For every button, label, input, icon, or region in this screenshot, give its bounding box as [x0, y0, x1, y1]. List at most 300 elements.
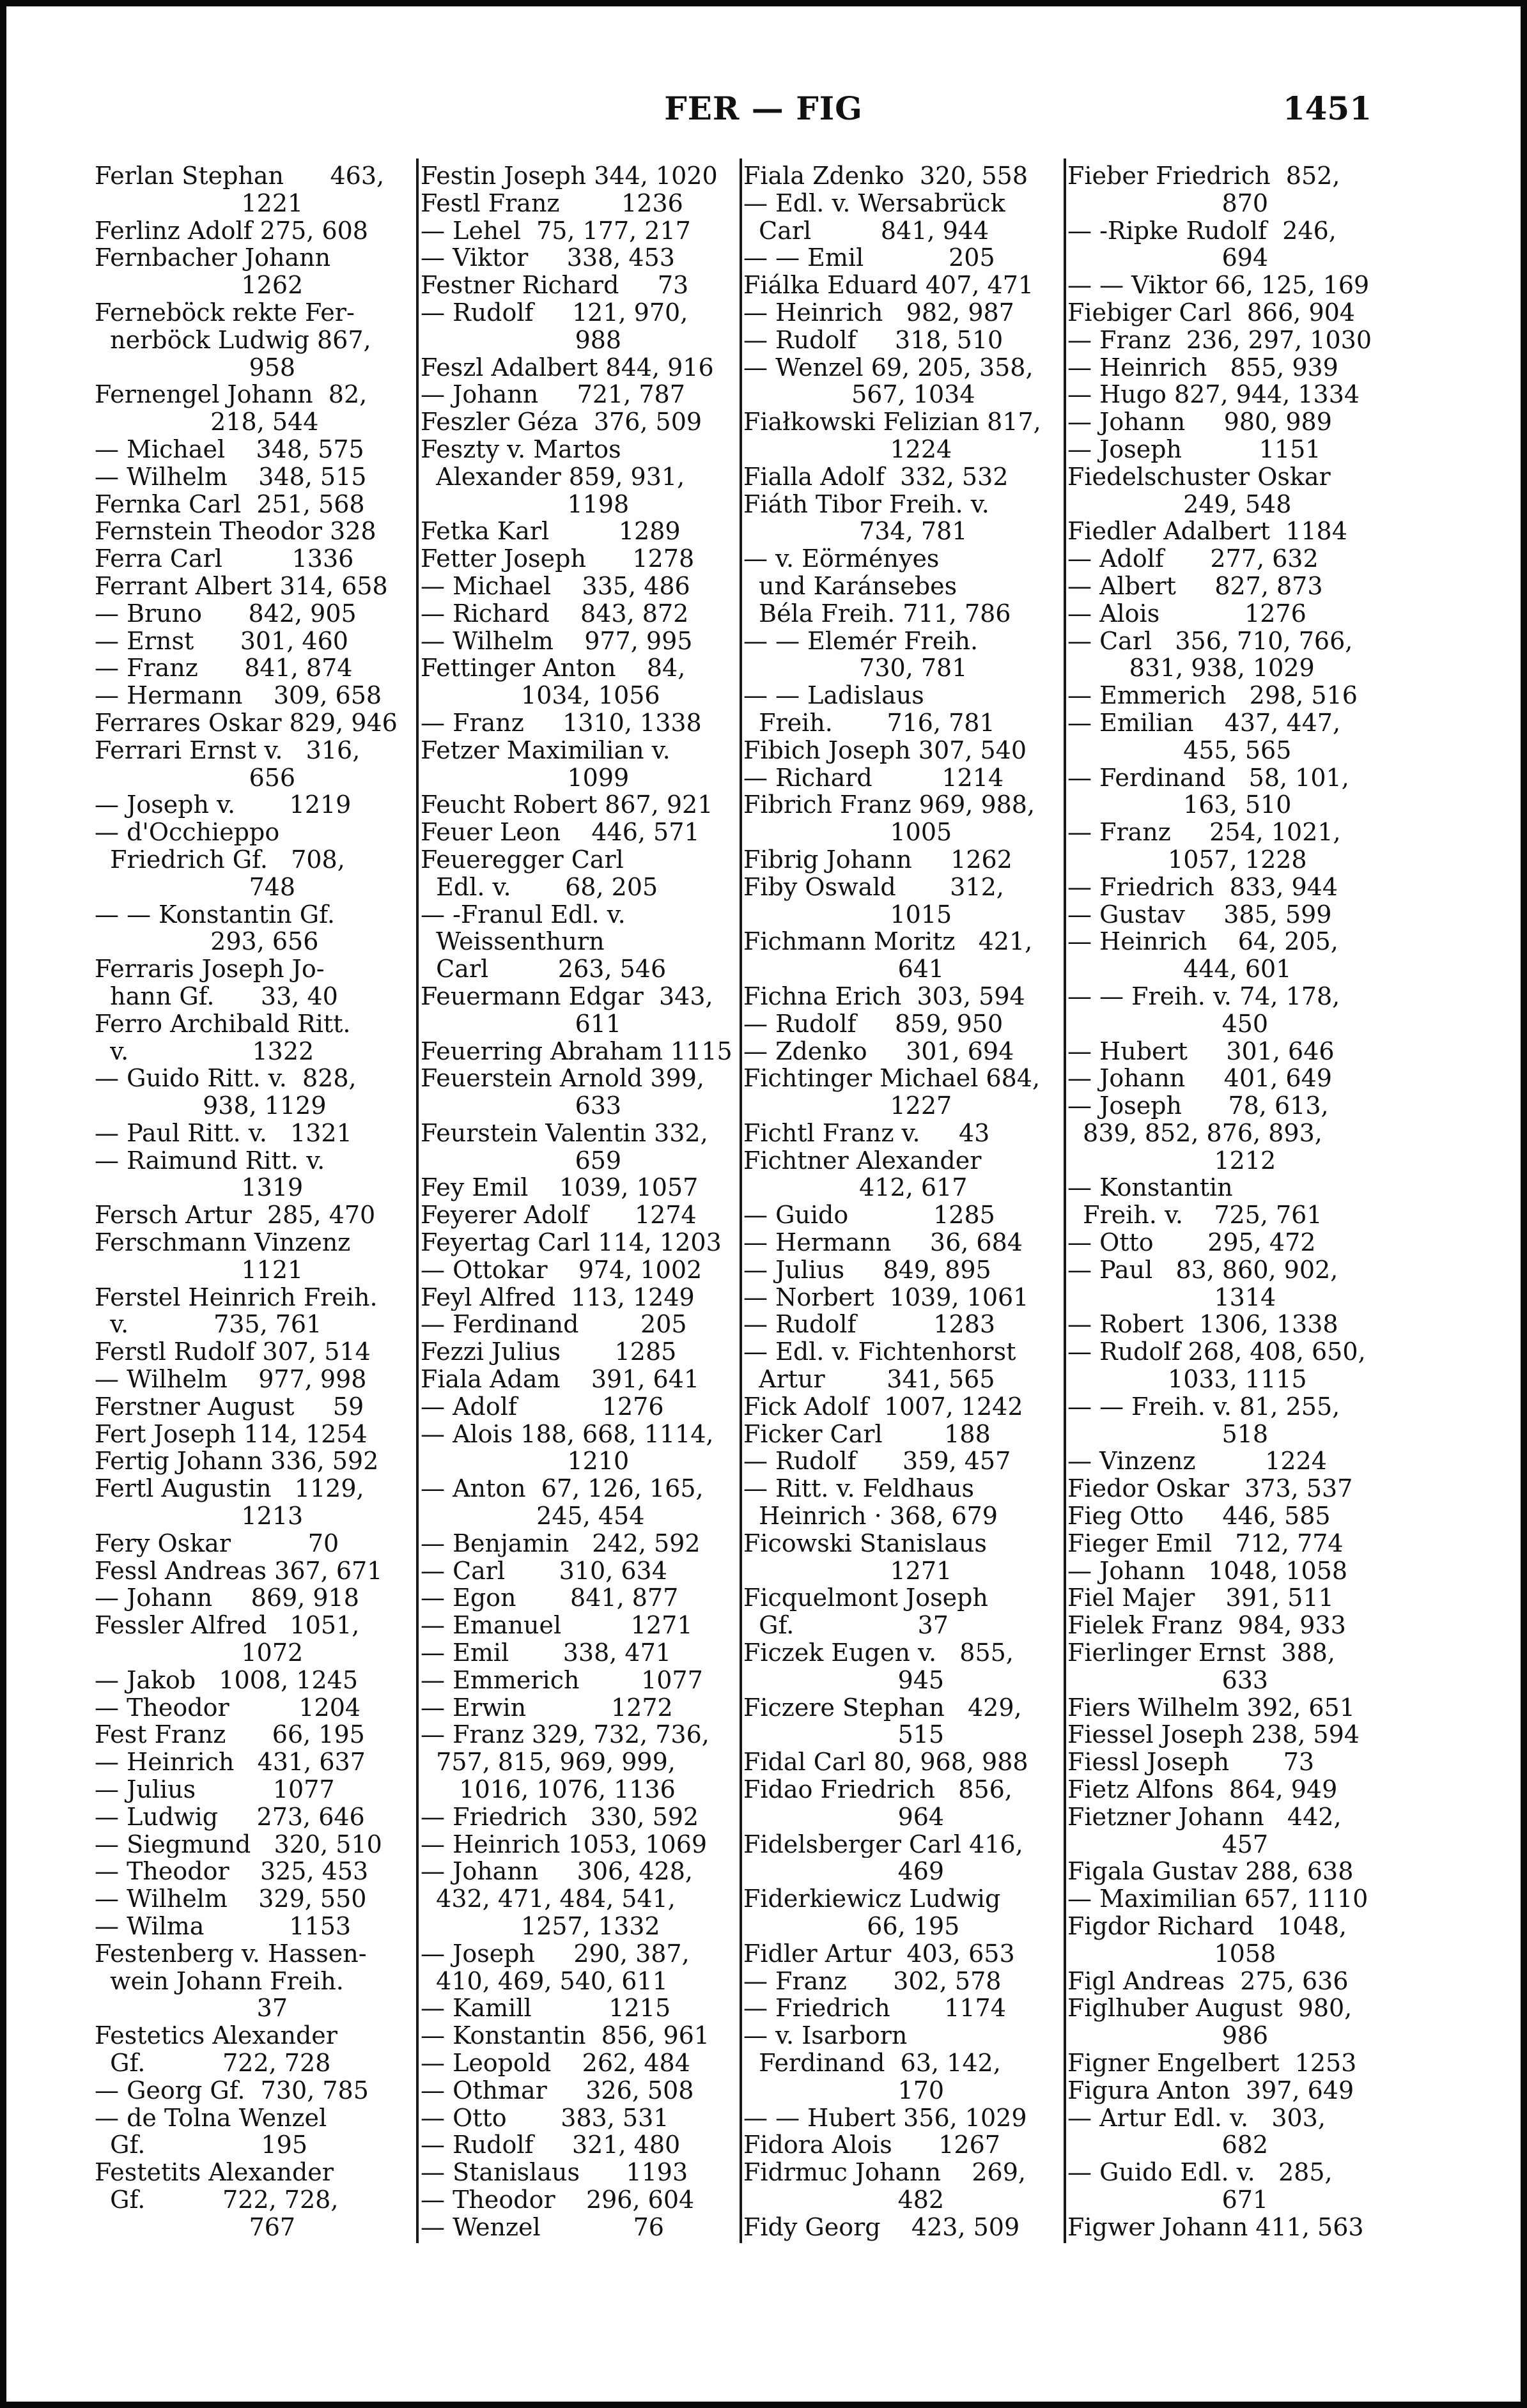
index-entry-line: Fidy Georg 423, 509: [743, 2213, 1020, 2241]
index-entry-line: Fernbacher Johann: [95, 244, 331, 272]
index-entry-line: — — Konstantin Gf.: [95, 900, 335, 929]
index-entry-line: — Norbert 1039, 1061: [743, 1283, 1029, 1311]
running-header: FER — FIG: [664, 89, 863, 127]
index-entry-line: 1262: [95, 272, 304, 299]
index-entry-line: 450: [1067, 1010, 1269, 1038]
index-entry-line: Fidal Carl 80, 968, 988: [743, 1748, 1028, 1777]
index-entry-line: Ferlinz Adolf 275, 608: [95, 217, 368, 245]
index-entry-line: Ferlan Stephan 463,: [95, 162, 385, 190]
index-entry-line: Feueregger Carl: [421, 845, 624, 874]
index-entry-line: Fidrmuc Johann 269,: [743, 2159, 1026, 2186]
column-3: [743, 162, 1057, 2246]
index-entry-line: Fessler Alfred 1051,: [95, 1612, 360, 1640]
index-entry-line: Fiebiger Carl 866, 904: [1067, 298, 1355, 327]
index-entry-line: — Rudolf 359, 457: [743, 1447, 1011, 1476]
page-border-top: [0, 0, 1527, 6]
index-entry-line: — Albert 827, 873: [1067, 572, 1323, 600]
index-entry-line: Alexander 859, 931,: [421, 463, 685, 491]
index-entry-line: Fichtner Alexander: [743, 1146, 982, 1175]
index-entry-line: Fiessl Joseph 73: [1067, 1748, 1315, 1777]
index-entry-line: Feuerring Abraham 1115: [421, 1037, 732, 1065]
index-entry-line: — Erwin 1272: [421, 1694, 673, 1722]
index-entry-line: 163, 510: [1067, 791, 1292, 819]
index-entry-line: Fiałkowski Felizian 817,: [743, 408, 1041, 436]
index-entry-line: — — Viktor 66, 125, 169: [1067, 272, 1370, 299]
index-entry-line: Feyerer Adolf 1274: [421, 1201, 697, 1230]
index-entry-line: — Theodor 1204: [95, 1694, 361, 1722]
index-entry-line: — — Elemér Freih.: [743, 627, 979, 655]
index-entry-line: 1314: [1067, 1283, 1276, 1311]
index-entry-line: — Adolf 277, 632: [1067, 545, 1319, 573]
index-entry-line: Fibrich Franz 969, 988,: [743, 791, 1035, 819]
index-entry-line: — Artur Edl. v. 303,: [1067, 2104, 1326, 2132]
index-entry-line: 945: [743, 1666, 945, 1694]
index-entry-line: Carl 263, 546: [421, 955, 667, 983]
index-entry-line: — Georg Gf. 730, 785: [95, 2076, 369, 2104]
index-entry-line: — Johann 869, 918: [95, 1584, 359, 1612]
index-entry-line: 249, 548: [1067, 490, 1292, 518]
index-entry-line: — Ritt. v. Feldhaus: [743, 1475, 975, 1503]
index-entry-line: — — Ladislaus: [743, 682, 924, 709]
index-entry-line: — Franz 236, 297, 1030: [1067, 326, 1372, 354]
index-entry-line: Fiáth Tibor Freih. v.: [743, 490, 989, 518]
index-entry-line: 633: [421, 1092, 622, 1120]
index-entry-line: Edl. v. 68, 205: [421, 873, 658, 901]
index-entry-line: Feucht Robert 867, 921: [421, 791, 713, 819]
index-entry-line: — Guido Edl. v. 285,: [1067, 2159, 1333, 2186]
index-entry-line: Fidler Artur 403, 653: [743, 1940, 1015, 1968]
index-entry-line: — Robert 1306, 1338: [1067, 1311, 1338, 1339]
index-entry-line: 1016, 1076, 1136: [421, 1776, 676, 1803]
index-entry-line: 656: [95, 764, 296, 792]
index-entry-line: — Franz 254, 1021,: [1067, 819, 1341, 846]
page-border-left: [0, 0, 6, 2408]
index-entry-line: 1319: [95, 1174, 304, 1202]
index-entry-line: — Hermann 309, 658: [95, 682, 382, 709]
index-entry-line: Gf. 195: [95, 2131, 308, 2159]
index-entry-line: 659: [421, 1146, 622, 1175]
column-4: [1067, 162, 1381, 2246]
index-entry-line: 1005: [743, 819, 952, 846]
index-entry-line: Ferrant Albert 314, 658: [95, 572, 388, 600]
index-entry-line: und Karánsebes: [743, 572, 957, 600]
index-entry-line: — Alois 188, 668, 1114,: [421, 1420, 714, 1448]
index-entry-line: Fietzner Johann 442,: [1067, 1803, 1342, 1831]
index-entry-line: — Johann 401, 649: [1067, 1065, 1332, 1093]
index-entry-line: — Wenzel 76: [421, 2213, 664, 2241]
index-entry-line: Figlhuber August 980,: [1067, 1995, 1353, 2023]
index-entry-line: 412, 617: [743, 1174, 968, 1202]
index-entry-line: — de Tolna Wenzel: [95, 2104, 327, 2132]
index-entry-line: — Wilhelm 329, 550: [95, 1885, 367, 1913]
index-entry-line: — Joseph 1151: [1067, 435, 1321, 463]
index-entry-line: — Rudolf 318, 510: [743, 326, 1004, 354]
index-entry-line: 457: [1067, 1830, 1269, 1858]
index-entry-line: wein Johann Freih.: [95, 1967, 344, 1995]
index-entry-line: 482: [743, 2186, 945, 2214]
index-entry-line: 1072: [95, 1639, 304, 1667]
index-entry-line: — Gustav 385, 599: [1067, 900, 1332, 929]
index-entry-line: Fiers Wilhelm 392, 651: [1067, 1694, 1355, 1722]
index-entry-line: — Ernst 301, 460: [95, 627, 348, 655]
index-entry-line: — — Freih. v. 81, 255,: [1067, 1393, 1340, 1421]
index-entry-line: 1271: [743, 1557, 952, 1585]
index-entry-line: — Michael 348, 575: [95, 435, 364, 463]
index-entry-line: — Emanuel 1271: [421, 1612, 693, 1640]
index-entry-line: — Theodor 325, 453: [95, 1858, 369, 1886]
index-entry-line: 469: [743, 1858, 945, 1886]
index-entry-line: Fidora Alois 1267: [743, 2131, 1000, 2159]
index-entry-line: Freih. 716, 781: [743, 709, 995, 737]
index-entry-line: Fiálka Eduard 407, 471: [743, 272, 1034, 299]
index-entry-line: Figner Engelbert 1253: [1067, 2049, 1357, 2077]
index-entry-line: Feszty v. Martos: [421, 435, 621, 463]
index-entry-line: — Ferdinand 58, 101,: [1067, 764, 1349, 792]
index-entry-line: 293, 656: [95, 928, 319, 956]
index-entry-line: — Franz 841, 874: [95, 654, 353, 683]
index-entry-line: — Edl. v. Wersabrück: [743, 189, 1005, 217]
index-entry-line: 1121: [95, 1256, 304, 1284]
index-entry-line: 767: [95, 2213, 296, 2241]
index-entry-line: 218, 544: [95, 408, 319, 436]
column-1: [95, 162, 408, 2246]
index-entry-line: 757, 815, 969, 999,: [421, 1748, 676, 1777]
index-entry-line: — Johann 721, 787: [421, 381, 685, 409]
index-entry-line: Fialla Adolf 332, 532: [743, 463, 1009, 491]
index-entry-line: 66, 195: [743, 1913, 960, 1940]
index-entry-line: — Stanislaus 1193: [421, 2159, 688, 2186]
index-entry-line: — Heinrich 855, 939: [1067, 353, 1338, 382]
index-entry-line: Artur 341, 565: [743, 1366, 995, 1393]
index-entry-line: 694: [1067, 244, 1269, 272]
index-entry-line: — Othmar 326, 508: [421, 2076, 694, 2104]
index-entry-line: — v. Isarborn: [743, 2022, 908, 2049]
index-entry-line: — — Freih. v. 74, 178,: [1067, 982, 1340, 1010]
index-entry-line: — Vinzenz 1224: [1067, 1447, 1327, 1476]
index-entry-line: — Alois 1276: [1067, 599, 1306, 628]
index-entry-line: Fetter Joseph 1278: [421, 545, 695, 573]
index-entry-line: — Franz 329, 732, 736,: [421, 1721, 709, 1749]
index-entry-line: — Julius 1077: [95, 1776, 335, 1803]
index-entry-line: 1213: [95, 1502, 304, 1530]
index-entry-line: Fertl Augustin 1129,: [95, 1475, 364, 1503]
index-entry-line: Fidao Friedrich 856,: [743, 1776, 1012, 1803]
index-entry-line: 455, 565: [1067, 736, 1292, 764]
page-number: 1451: [1282, 89, 1372, 127]
index-entry-line: — Kamill 1215: [421, 1995, 671, 2023]
index-entry-line: 432, 471, 484, 541,: [421, 1885, 676, 1913]
index-entry-line: — Wilhelm 348, 515: [95, 463, 367, 491]
index-entry-line: v. 735, 761: [95, 1311, 322, 1339]
index-entry-line: Festetits Alexander: [95, 2159, 334, 2186]
index-entry-line: — Emmerich 1077: [421, 1666, 703, 1694]
index-entry-line: 958: [95, 353, 296, 382]
index-entry-line: 515: [743, 1721, 945, 1749]
index-entry-line: Figwer Johann 411, 563: [1067, 2213, 1364, 2241]
index-entry-line: — Edl. v. Fichtenhorst: [743, 1338, 1016, 1366]
index-entry-line: — Joseph 290, 387,: [421, 1940, 690, 1968]
index-entry-line: 1034, 1056: [421, 682, 660, 709]
index-entry-line: — Johann 306, 428,: [421, 1858, 693, 1886]
index-entry-line: — Ottokar 974, 1002: [421, 1256, 702, 1284]
index-entry-line: Ferraris Joseph Jo-: [95, 955, 325, 983]
index-entry-line: Fetzer Maximilian v.: [421, 736, 670, 764]
column-2: [421, 162, 734, 2246]
index-entry-line: — Viktor 338, 453: [421, 244, 675, 272]
index-columns: [95, 162, 1376, 2246]
index-entry-line: — Wilma 1153: [95, 1913, 352, 1940]
index-entry-line: — Egon 841, 877: [421, 1584, 679, 1612]
index-entry-line: Gf. 722, 728,: [95, 2186, 339, 2214]
index-entry-line: 37: [95, 1995, 288, 2023]
index-entry-line: 1227: [743, 1092, 952, 1120]
index-entry-line: — Joseph v. 1219: [95, 791, 352, 819]
index-entry-line: — Michael 335, 486: [421, 572, 690, 600]
index-entry-line: 1099: [421, 764, 630, 792]
index-entry-line: — Heinrich 64, 205,: [1067, 928, 1338, 956]
index-entry-line: Ferra Carl 1336: [95, 545, 354, 573]
index-entry-line: — Maximilian 657, 1110: [1067, 1885, 1368, 1913]
index-entry-line: — Rudolf 321, 480: [421, 2131, 681, 2159]
index-entry-line: 986: [1067, 2022, 1269, 2049]
index-entry-line: Festner Richard 73: [421, 272, 689, 299]
index-entry-line: Fichmann Moritz 421,: [743, 928, 1033, 956]
index-entry-line: Ferschmann Vinzenz: [95, 1229, 351, 1256]
index-entry-line: Fieber Friedrich 852,: [1067, 162, 1340, 190]
index-entry-line: — Lehel 75, 177, 217: [421, 217, 691, 245]
index-entry-line: Fidelsberger Carl 416,: [743, 1830, 1023, 1858]
index-entry-line: 633: [1067, 1666, 1269, 1694]
index-entry-line: 988: [421, 326, 622, 354]
index-entry-line: — Hubert 301, 646: [1067, 1037, 1335, 1065]
index-entry-line: Weissenthurn: [421, 928, 605, 956]
index-entry-line: Fery Oskar 70: [95, 1529, 339, 1557]
index-entry-line: — Julius 849, 895: [743, 1256, 991, 1284]
index-entry-line: 870: [1067, 189, 1269, 217]
index-entry-line: Fezzi Julius 1285: [421, 1338, 677, 1366]
index-entry-line: Fernstein Theodor 328: [95, 518, 376, 546]
index-entry-line: — v. Eörményes: [743, 545, 940, 573]
index-entry-line: Béla Freih. 711, 786: [743, 599, 1011, 628]
index-entry-line: Fernengel Johann 82,: [95, 381, 368, 409]
index-entry-line: 1212: [1067, 1146, 1276, 1175]
index-entry-line: Fieg Otto 446, 585: [1067, 1502, 1331, 1530]
index-entry-line: — Otto 295, 472: [1067, 1229, 1316, 1256]
index-entry-line: — Franz 1310, 1338: [421, 709, 702, 737]
index-entry-line: 1198: [421, 490, 630, 518]
index-entry-line: Carl 841, 944: [743, 217, 989, 245]
index-entry-line: Fierlinger Ernst 388,: [1067, 1639, 1335, 1667]
index-entry-line: — Leopold 262, 484: [421, 2049, 690, 2077]
index-entry-line: — — Emil 205: [743, 244, 995, 272]
index-entry-line: Fick Adolf 1007, 1242: [743, 1393, 1023, 1421]
index-entry-line: — Benjamin 242, 592: [421, 1529, 701, 1557]
index-entry-line: Feyl Alfred 113, 1249: [421, 1283, 695, 1311]
index-entry-line: — Hugo 827, 944, 1334: [1067, 381, 1360, 409]
index-entry-line: — Theodor 296, 604: [421, 2186, 695, 2214]
index-entry-line: — Bruno 842, 905: [95, 599, 357, 628]
index-entry-line: Ferro Archibald Ritt.: [95, 1010, 351, 1038]
index-entry-line: Fiala Zdenko 320, 558: [743, 162, 1028, 190]
index-entry-line: Fest Franz 66, 195: [95, 1721, 365, 1749]
index-entry-line: — Raimund Ritt. v.: [95, 1146, 325, 1175]
index-entry-line: — Emmerich 298, 516: [1067, 682, 1358, 709]
index-entry-line: 410, 469, 540, 611: [421, 1967, 668, 1995]
index-entry-line: Ferstner August 59: [95, 1393, 364, 1421]
index-entry-line: nerböck Ludwig 867,: [95, 326, 371, 354]
index-entry-line: 1058: [1067, 1940, 1276, 1968]
index-entry-line: Fetka Karl 1289: [421, 518, 681, 546]
index-entry-line: Ferneböck rekte Fer-: [95, 298, 355, 327]
index-entry-line: 831, 938, 1029: [1067, 654, 1315, 683]
index-entry-line: — Ludwig 273, 646: [95, 1803, 365, 1831]
index-entry-line: — Wilhelm 977, 995: [421, 627, 693, 655]
page-border-bottom: [0, 2402, 1527, 2408]
index-entry-line: — Friedrich 1174: [743, 1995, 1006, 2023]
index-entry-line: 518: [1067, 1420, 1269, 1448]
index-entry-line: Gf. 722, 728: [95, 2049, 331, 2077]
index-entry-line: Ferrari Ernst v. 316,: [95, 736, 360, 764]
index-entry-line: 245, 454: [421, 1502, 645, 1530]
index-entry-line: 170: [743, 2076, 945, 2104]
index-entry-line: Fibich Joseph 307, 540: [743, 736, 1027, 764]
index-entry-line: Feszler Géza 376, 509: [421, 408, 702, 436]
index-entry-line: — Rudolf 268, 408, 650,: [1067, 1338, 1366, 1366]
index-entry-line: — Anton 67, 126, 165,: [421, 1475, 704, 1503]
index-entry-line: Figl Andreas 275, 636: [1067, 1967, 1349, 1995]
index-entry-line: — Friedrich 833, 944: [1067, 873, 1338, 901]
index-entry-line: — Carl 310, 634: [421, 1557, 667, 1585]
index-entry-line: 444, 601: [1067, 955, 1292, 983]
index-entry-line: Ferstel Heinrich Freih.: [95, 1283, 378, 1311]
index-entry-line: 730, 781: [743, 654, 968, 683]
index-entry-line: Fiedor Oskar 373, 537: [1067, 1475, 1353, 1503]
index-entry-line: — Guido Ritt. v. 828,: [95, 1065, 357, 1093]
index-entry-line: 641: [743, 955, 945, 983]
index-entry-line: Fichtl Franz v. 43: [743, 1119, 990, 1147]
index-entry-line: — Joseph 78, 613,: [1067, 1092, 1329, 1120]
index-entry-line: Fichna Erich 303, 594: [743, 982, 1025, 1010]
index-entry-line: Feurstein Valentin 332,: [421, 1119, 708, 1147]
index-entry-line: Ferrares Oskar 829, 946: [95, 709, 398, 737]
index-entry-line: — Jakob 1008, 1245: [95, 1666, 359, 1694]
index-entry-line: Feuerstein Arnold 399,: [421, 1065, 704, 1093]
index-entry-line: Ficzere Stephan 429,: [743, 1694, 1022, 1722]
index-entry-line: — — Hubert 356, 1029: [743, 2104, 1027, 2132]
index-entry-line: 1257, 1332: [421, 1913, 660, 1940]
index-entry-line: Ficquelmont Joseph: [743, 1584, 988, 1612]
index-entry-line: — Adolf 1276: [421, 1393, 664, 1421]
index-entry-line: 748: [95, 873, 296, 901]
index-entry-line: — Friedrich 330, 592: [421, 1803, 699, 1831]
index-entry-line: Fiby Oswald 312,: [743, 873, 1004, 901]
index-entry-line: Fichtinger Michael 684,: [743, 1065, 1041, 1093]
index-entry-line: 1224: [743, 435, 952, 463]
index-entry-line: 682: [1067, 2131, 1269, 2159]
index-entry-line: Fibrig Johann 1262: [743, 845, 1012, 874]
index-entry-line: — Otto 383, 531: [421, 2104, 669, 2132]
index-entry-line: Gf. 37: [743, 1612, 949, 1640]
index-entry-line: Fieger Emil 712, 774: [1067, 1529, 1344, 1557]
index-entry-line: — Heinrich 1053, 1069: [421, 1830, 708, 1858]
index-entry-line: — Rudolf 859, 950: [743, 1010, 1004, 1038]
index-entry-line: 1033, 1115: [1067, 1366, 1307, 1393]
index-entry-line: — Ferdinand 205: [421, 1311, 687, 1339]
index-entry-line: — Guido 1285: [743, 1201, 995, 1230]
index-entry-line: — Richard 1214: [743, 764, 1004, 792]
index-entry-line: — Heinrich 431, 637: [95, 1748, 366, 1777]
index-entry-line: 839, 852, 876, 893,: [1067, 1119, 1322, 1147]
index-entry-line: 1057, 1228: [1067, 845, 1307, 874]
index-entry-line: — Emil 338, 471: [421, 1639, 671, 1667]
index-entry-line: — Zdenko 301, 694: [743, 1037, 1014, 1065]
index-entry-line: — Wilhelm 977, 998: [95, 1366, 367, 1393]
index-entry-line: — Siegmund 320, 510: [95, 1830, 382, 1858]
index-entry-line: Fiedelschuster Oskar: [1067, 463, 1331, 491]
index-entry-line: v. 1322: [95, 1037, 314, 1065]
index-entry-line: — Johann 1048, 1058: [1067, 1557, 1348, 1585]
index-entry-line: Ficowski Stanislaus: [743, 1529, 987, 1557]
index-entry-line: Fert Joseph 114, 1254: [95, 1420, 368, 1448]
index-entry-line: Heinrich · 368, 679: [743, 1502, 998, 1530]
index-entry-line: Fiel Majer 391, 511: [1067, 1584, 1334, 1612]
index-entry-line: Fettinger Anton 84,: [421, 654, 686, 683]
index-entry-line: — -Ripke Rudolf 246,: [1067, 217, 1337, 245]
index-entry-line: 611: [421, 1010, 622, 1038]
index-entry-line: — Paul Ritt. v. 1321: [95, 1119, 352, 1147]
index-entry-line: Ferstl Rudolf 307, 514: [95, 1338, 371, 1366]
index-entry-line: 671: [1067, 2186, 1269, 2214]
index-entry-line: Feszl Adalbert 844, 916: [421, 353, 714, 382]
index-entry-line: Fernka Carl 251, 568: [95, 490, 365, 518]
index-entry-line: Fessl Andreas 367, 671: [95, 1557, 383, 1585]
index-entry-line: Festetics Alexander: [95, 2022, 337, 2049]
index-entry-line: 1015: [743, 900, 952, 929]
index-entry-line: Fey Emil 1039, 1057: [421, 1174, 699, 1202]
index-entry-line: hann Gf. 33, 40: [95, 982, 338, 1010]
index-entry-line: 1221: [95, 189, 304, 217]
index-entry-line: — Richard 843, 872: [421, 599, 689, 628]
index-entry-line: Festl Franz 1236: [421, 189, 683, 217]
index-entry-line: — Paul 83, 860, 902,: [1067, 1256, 1338, 1284]
index-entry-line: — Konstantin: [1067, 1174, 1233, 1202]
index-entry-line: — Emilian 437, 447,: [1067, 709, 1341, 737]
index-entry-line: — Johann 980, 989: [1067, 408, 1332, 436]
index-entry-line: Figdor Richard 1048,: [1067, 1913, 1347, 1940]
index-entry-line: Fiala Adam 391, 641: [421, 1366, 700, 1393]
index-entry-line: — d'Occhieppo: [95, 819, 280, 846]
index-entry-line: — Heinrich 982, 987: [743, 298, 1014, 327]
index-entry-line: Fersch Artur 285, 470: [95, 1201, 376, 1230]
index-entry-line: 567, 1034: [743, 381, 975, 409]
index-entry-line: Fiedler Adalbert 1184: [1067, 518, 1347, 546]
index-entry-line: Ferdinand 63, 142,: [743, 2049, 1001, 2077]
index-entry-line: Festin Joseph 344, 1020: [421, 162, 718, 190]
index-entry-line: Ficker Carl 188: [743, 1420, 991, 1448]
index-entry-line: Friedrich Gf. 708,: [95, 845, 345, 874]
index-entry-line: — Franz 302, 578: [743, 1967, 1002, 1995]
index-entry-line: Figala Gustav 288, 638: [1067, 1858, 1354, 1886]
index-entry-line: 938, 1129: [95, 1092, 327, 1120]
index-entry-line: Feyertag Carl 114, 1203: [421, 1229, 722, 1256]
index-entry-line: — Rudolf 1283: [743, 1311, 996, 1339]
index-entry-line: 1210: [421, 1447, 630, 1476]
index-entry-line: Freih. v. 725, 761: [1067, 1201, 1322, 1230]
index-entry-line: — Konstantin 856, 961: [421, 2022, 709, 2049]
index-entry-line: Fiderkiewicz Ludwig: [743, 1885, 1001, 1913]
index-entry-line: Feuermann Edgar 343,: [421, 982, 713, 1010]
index-entry-line: — Carl 356, 710, 766,: [1067, 627, 1353, 655]
